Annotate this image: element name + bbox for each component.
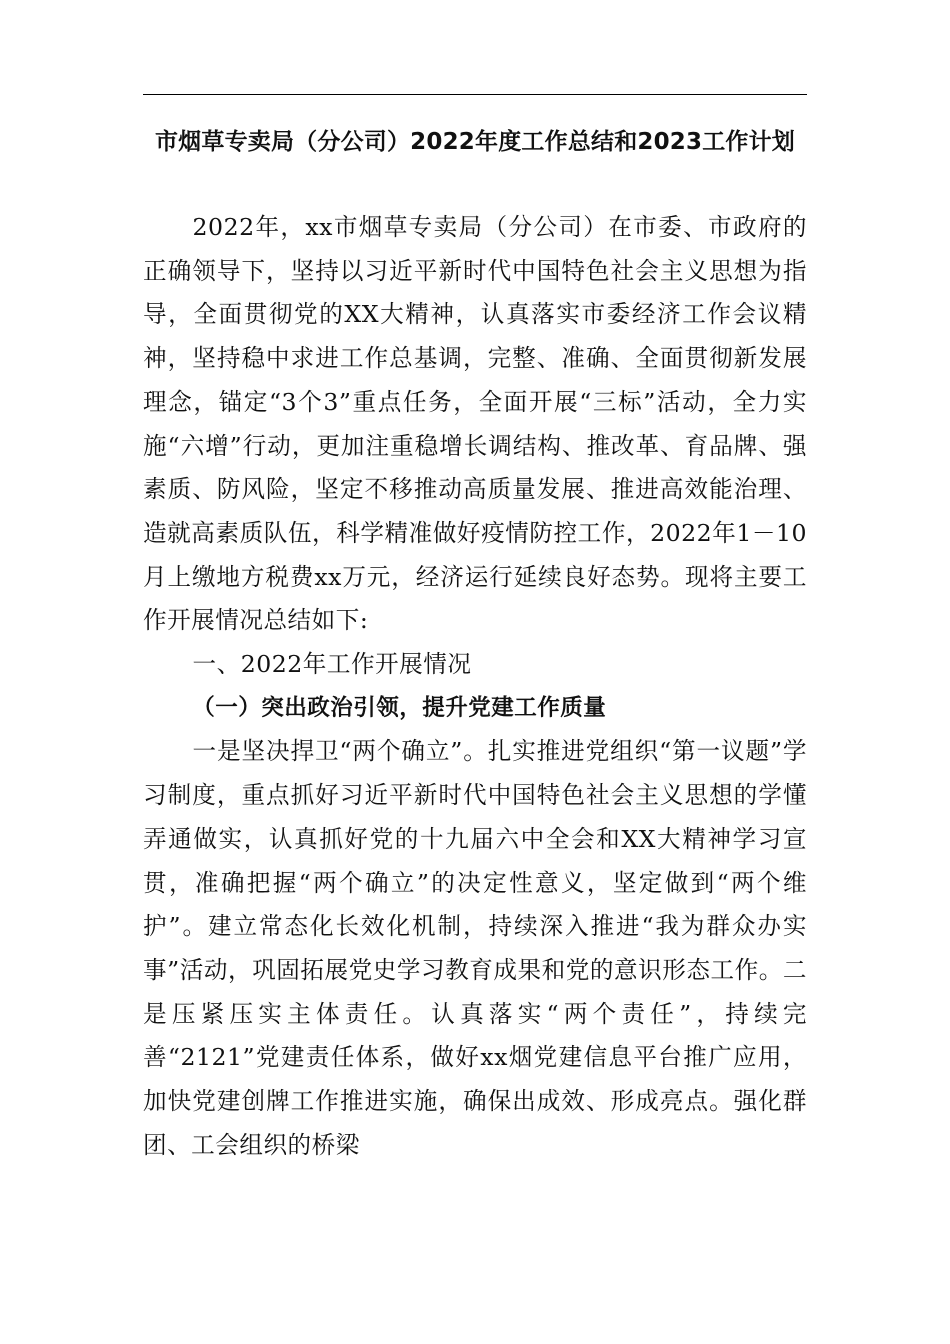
section-heading: 一、2022年工作开展情况 <box>192 650 472 679</box>
header-rule <box>143 94 807 95</box>
subsection-heading: （一）突出政治引领，提升党建工作质量 <box>192 694 607 721</box>
intro-paragraph: 2022年，xx市烟草专卖局（分公司）在市委、市政府的正确领导下，坚持以习近平新时代中国特色社会主义思想为指导，全面贯彻党的XX大精神，认真落实市委经济工作会议精神，坚持稳中求进工作总基调，完整、准确、全面贯彻新发展理念，锚定“3个3”重点任务，全面开展“三标”活动，全力实施“六增”行动，更加注重稳增长调结构、推改革、育品牌、强素质、防风险，坚定不移推动高质量发展、推进高效能治理、造就高素质队伍，科学精准做好疫情防控工作，2022年1－10月上缴地方税费xx万元，经济运行延续良好态势。现将主要工作开展情况总结如下: <box>143 213 807 635</box>
subsection-paragraph: 一是坚决捍卫“两个确立”。扎实推进党组织“第一议题”学习制度，重点抓好习近平新时代中国特色社会主义思想的学懂弄通做实，认真抓好党的十九届六中全会和XX大精神学习宣贯，准确把握“两个确立”的决定性意义，坚定做到“两个维护”。建立常态化长效化机制，持续深入推进“我为群众办实事”活动，巩固拓展党史学习教育成果和党的意识形态工作。二是压紧压实主体责任。认真落实“两个责任”，持续完善“2121”党建责任体系，做好xx烟党建信息平台推广应用，加快党建创牌工作推进实施，确保出成效、形成亮点。强化群团、工会组织的桥梁 <box>143 737 807 1159</box>
document-title: 市烟草专卖局（分公司）2022年度工作总结和2023工作计划 <box>154 129 796 155</box>
document-body <box>143 206 807 1167</box>
